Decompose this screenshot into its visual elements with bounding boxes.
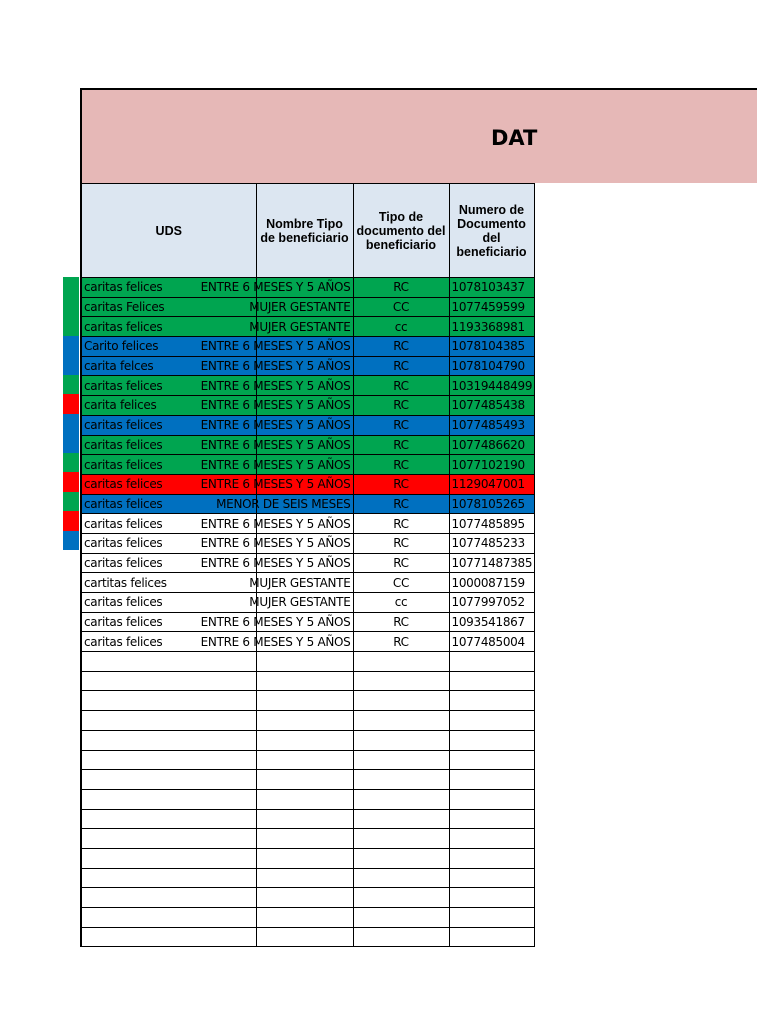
tipo-documento-cell-text: RC [393, 378, 409, 393]
tipo-beneficiario-cell[interactable] [216, 494, 353, 514]
numero-documento-cell-text: 1193368981 [451, 319, 525, 334]
empty-cell[interactable] [81, 868, 256, 888]
empty-cell[interactable] [81, 789, 256, 809]
uds-cell[interactable] [81, 573, 256, 593]
table-row [81, 573, 534, 593]
tipo-documento-cell[interactable] [353, 612, 449, 632]
empty-cell[interactable] [353, 888, 449, 908]
header-numero-documento[interactable]: Numero de Documento del beneficiario [449, 184, 534, 278]
numero-documento-cell-text: 1077997052 [451, 595, 525, 610]
tipo-documento-cell[interactable] [353, 317, 449, 337]
tipo-documento-cell-text: RC [393, 398, 409, 413]
numero-documento-cell[interactable] [449, 593, 534, 613]
empty-row [81, 750, 534, 770]
tipo-beneficiario-cell-text: ENTRE 6 MESES Y 5 AÑOS [200, 418, 351, 433]
tipo-documento-cell-text: RC [393, 496, 409, 511]
numero-documento-cell[interactable] [449, 612, 534, 632]
row-marker [63, 492, 79, 512]
tipo-documento-cell-text: RC [393, 339, 409, 354]
table-row [81, 356, 534, 376]
empty-cell[interactable] [256, 809, 353, 829]
empty-cell[interactable] [81, 671, 256, 691]
tipo-documento-cell-text: cc [394, 319, 408, 334]
empty-cell[interactable] [353, 927, 449, 947]
empty-row [81, 848, 534, 868]
empty-cell[interactable] [449, 691, 534, 711]
empty-cell[interactable] [81, 829, 256, 849]
table-row [81, 415, 534, 435]
empty-cell[interactable] [256, 888, 353, 908]
tipo-documento-cell-text: RC [393, 359, 409, 374]
tipo-beneficiario-cell[interactable] [200, 415, 353, 435]
uds-cell-text: caritas felices [84, 615, 163, 630]
numero-documento-cell[interactable] [449, 415, 534, 435]
tipo-documento-cell-text: RC [393, 634, 409, 649]
numero-documento-cell-text: 1077486620 [451, 437, 525, 452]
tipo-documento-cell-text: RC [393, 418, 409, 433]
tipo-documento-cell[interactable] [353, 435, 449, 455]
table-row [81, 337, 534, 357]
table-row [81, 317, 534, 337]
tipo-documento-cell-text: RC [393, 536, 409, 551]
tipo-beneficiario-cell[interactable] [200, 514, 353, 534]
table-row [81, 297, 534, 317]
empty-row [81, 908, 534, 928]
empty-cell[interactable] [353, 730, 449, 750]
uds-cell-text: caritas felices [84, 457, 163, 472]
numero-documento-cell[interactable] [449, 337, 534, 357]
tipo-documento-cell[interactable] [353, 455, 449, 475]
empty-row [81, 829, 534, 849]
numero-documento-cell-text: 1077459599 [451, 300, 525, 315]
empty-cell[interactable] [81, 908, 256, 928]
empty-cell[interactable] [81, 809, 256, 829]
uds-cell-text: Carito felices [84, 339, 159, 354]
tipo-documento-cell[interactable] [353, 278, 449, 298]
table-row [81, 593, 534, 613]
tipo-documento-cell[interactable] [353, 356, 449, 376]
table-row [81, 632, 534, 652]
tipo-beneficiario-cell-text: ENTRE 6 MESES Y 5 AÑOS [200, 378, 351, 393]
header-tipo-beneficiario[interactable]: Nombre Tipo de beneficiario [256, 184, 353, 278]
uds-cell-text: caritas Felices [84, 300, 165, 315]
tipo-beneficiario-cell-text: ENTRE 6 MESES Y 5 AÑOS [200, 516, 351, 531]
tipo-beneficiario-cell-text: MUJER GESTANTE [249, 575, 351, 590]
tipo-beneficiario-cell-text: ENTRE 6 MESES Y 5 AÑOS [200, 634, 351, 649]
table-row [81, 612, 534, 632]
empty-cell[interactable] [353, 711, 449, 731]
numero-documento-cell-text: 1129047001 [451, 477, 525, 492]
empty-cell[interactable] [81, 711, 256, 731]
numero-documento-cell[interactable] [449, 455, 534, 475]
header-uds[interactable]: UDS [81, 184, 256, 278]
numero-documento-cell-text: 1077485438 [451, 398, 525, 413]
banner-title: DAT [491, 126, 538, 150]
tipo-documento-cell-text: RC [393, 280, 409, 295]
table-row [81, 435, 534, 455]
tipo-beneficiario-cell-text: ENTRE 6 MESES Y 5 AÑOS [200, 536, 351, 551]
tipo-beneficiario-cell[interactable] [249, 297, 353, 317]
tipo-documento-cell[interactable] [353, 573, 449, 593]
numero-documento-cell[interactable] [449, 396, 534, 416]
empty-cell[interactable] [353, 829, 449, 849]
tipo-documento-cell[interactable] [353, 474, 449, 494]
tipo-beneficiario-cell[interactable] [200, 337, 353, 357]
numero-documento-cell-text: 1078105265 [451, 496, 525, 511]
empty-cell[interactable] [256, 691, 353, 711]
empty-cell[interactable] [81, 750, 256, 770]
empty-row [81, 927, 534, 947]
empty-cell[interactable] [449, 868, 534, 888]
tipo-beneficiario-cell-text: MUJER GESTANTE [249, 300, 351, 315]
tipo-documento-cell[interactable] [353, 533, 449, 553]
row-marker [63, 277, 79, 297]
tipo-beneficiario-cell[interactable] [200, 553, 353, 573]
tipo-beneficiario-cell-text: MUJER GESTANTE [249, 595, 351, 610]
uds-cell-text: caritas felices [84, 496, 163, 511]
tipo-documento-cell[interactable] [353, 396, 449, 416]
tipo-documento-cell-text: cc [394, 595, 408, 610]
row-marker [63, 375, 79, 395]
tipo-documento-cell[interactable] [353, 337, 449, 357]
empty-cell[interactable] [353, 908, 449, 928]
tipo-documento-cell[interactable] [353, 553, 449, 573]
table-body [81, 278, 534, 947]
tipo-beneficiario-cell[interactable] [200, 435, 353, 455]
numero-documento-cell[interactable] [449, 297, 534, 317]
table-row [81, 396, 534, 416]
row-marker [63, 336, 79, 356]
tipo-documento-cell-text: RC [393, 615, 409, 630]
tipo-documento-cell[interactable] [353, 376, 449, 396]
table-row [81, 474, 534, 494]
empty-cell[interactable] [256, 750, 353, 770]
empty-cell[interactable] [449, 711, 534, 731]
row-markers [63, 277, 79, 550]
numero-documento-cell[interactable] [449, 514, 534, 534]
empty-cell[interactable] [81, 848, 256, 868]
tipo-beneficiario-cell[interactable] [200, 632, 353, 652]
uds-cell-text: caritas felices [84, 595, 163, 610]
numero-documento-cell-text: 10319448499 [451, 378, 533, 393]
numero-documento-cell[interactable] [449, 376, 534, 396]
tipo-beneficiario-cell[interactable] [200, 474, 353, 494]
row-marker [63, 433, 79, 453]
uds-cell-text: carita felices [84, 398, 157, 413]
title-banner [80, 88, 757, 183]
uds-cell-text: caritas felices [84, 516, 163, 531]
empty-row [81, 789, 534, 809]
numero-documento-cell-text: 10771487385 [451, 555, 533, 570]
row-marker [63, 453, 79, 473]
empty-cell[interactable] [353, 770, 449, 790]
numero-documento-cell-text: 1077102190 [451, 457, 525, 472]
numero-documento-cell[interactable] [449, 356, 534, 376]
uds-cell[interactable] [81, 297, 256, 317]
table-row [81, 533, 534, 553]
tipo-beneficiario-cell[interactable] [249, 573, 353, 593]
empty-cell[interactable] [449, 927, 534, 947]
empty-cell[interactable] [449, 908, 534, 928]
empty-cell[interactable] [256, 848, 353, 868]
table-row [81, 553, 534, 573]
empty-row [81, 770, 534, 790]
empty-cell[interactable] [353, 691, 449, 711]
beneficiaries-table [80, 183, 535, 947]
header-tipo-documento[interactable]: Tipo de documento del beneficiario [353, 184, 449, 278]
numero-documento-cell-text: 1093541867 [451, 615, 525, 630]
empty-cell[interactable] [81, 652, 256, 672]
empty-cell[interactable] [256, 908, 353, 928]
table-row [81, 514, 534, 534]
tipo-beneficiario-cell[interactable] [200, 278, 353, 298]
numero-documento-cell[interactable] [449, 573, 534, 593]
uds-cell[interactable] [81, 593, 256, 613]
uds-cell[interactable] [81, 317, 256, 337]
numero-documento-cell-text: 1077485895 [451, 516, 525, 531]
tipo-documento-cell-text: CC [392, 300, 410, 315]
uds-cell-text: caritas felices [84, 437, 163, 452]
tipo-beneficiario-cell-text: ENTRE 6 MESES Y 5 AÑOS [200, 615, 351, 630]
numero-documento-cell-text: 1078104385 [451, 339, 525, 354]
empty-row [81, 711, 534, 731]
empty-cell[interactable] [256, 730, 353, 750]
table-row [81, 455, 534, 475]
uds-cell-text: caritas felices [84, 634, 163, 649]
empty-cell[interactable] [449, 671, 534, 691]
empty-cell[interactable] [449, 789, 534, 809]
uds-cell-text: caritas felices [84, 319, 163, 334]
empty-cell[interactable] [449, 770, 534, 790]
row-marker [63, 531, 79, 551]
empty-cell[interactable] [256, 770, 353, 790]
empty-cell[interactable] [449, 888, 534, 908]
tipo-beneficiario-cell-text: MENOR DE SEIS MESES [216, 496, 351, 511]
header-row [81, 184, 534, 278]
tipo-beneficiario-cell-text: ENTRE 6 MESES Y 5 AÑOS [200, 555, 351, 570]
numero-documento-cell[interactable] [449, 632, 534, 652]
empty-cell[interactable] [353, 868, 449, 888]
empty-cell[interactable] [449, 848, 534, 868]
uds-cell-text: caritas felices [84, 280, 163, 295]
tipo-documento-cell[interactable] [353, 514, 449, 534]
tipo-documento-cell-text: RC [393, 457, 409, 472]
numero-documento-cell[interactable] [449, 533, 534, 553]
uds-cell-text: caritas felices [84, 378, 163, 393]
empty-cell[interactable] [256, 868, 353, 888]
tipo-beneficiario-cell-text: ENTRE 6 MESES Y 5 AÑOS [200, 437, 351, 452]
empty-cell[interactable] [449, 829, 534, 849]
numero-documento-cell[interactable] [449, 278, 534, 298]
table-row [81, 278, 534, 298]
tipo-beneficiario-cell[interactable] [200, 455, 353, 475]
row-marker [63, 297, 79, 317]
numero-documento-cell-text: 1077485493 [451, 418, 525, 433]
empty-cell[interactable] [256, 711, 353, 731]
empty-cell[interactable] [353, 848, 449, 868]
table-row [81, 376, 534, 396]
empty-row [81, 691, 534, 711]
uds-cell-text: carita felces [84, 359, 154, 374]
numero-documento-cell[interactable] [449, 553, 534, 573]
row-marker [63, 394, 79, 414]
uds-cell-text: caritas felices [84, 418, 163, 433]
tipo-beneficiario-cell-text: ENTRE 6 MESES Y 5 AÑOS [200, 359, 351, 374]
uds-cell-text: caritas felices [84, 555, 163, 570]
uds-cell-text: cartitas felices [84, 575, 167, 590]
empty-cell[interactable] [81, 888, 256, 908]
row-marker [63, 355, 79, 375]
tipo-beneficiario-cell[interactable] [249, 317, 353, 337]
empty-cell[interactable] [353, 750, 449, 770]
empty-cell[interactable] [256, 829, 353, 849]
tipo-beneficiario-cell-text: ENTRE 6 MESES Y 5 AÑOS [200, 477, 351, 492]
tipo-beneficiario-cell-text: MUJER GESTANTE [249, 319, 351, 334]
spreadsheet-table-wrapper [80, 183, 533, 947]
empty-row [81, 868, 534, 888]
numero-documento-cell[interactable] [449, 494, 534, 514]
empty-cell[interactable] [81, 927, 256, 947]
empty-row [81, 888, 534, 908]
tipo-beneficiario-cell[interactable] [200, 612, 353, 632]
tipo-documento-cell[interactable] [353, 415, 449, 435]
empty-cell[interactable] [449, 730, 534, 750]
tipo-beneficiario-cell-text: ENTRE 6 MESES Y 5 AÑOS [200, 280, 351, 295]
row-marker [63, 511, 79, 531]
empty-cell[interactable] [353, 789, 449, 809]
uds-cell-text: caritas felices [84, 477, 163, 492]
tipo-documento-cell-text: RC [393, 437, 409, 452]
tipo-beneficiario-cell[interactable] [200, 396, 353, 416]
row-marker [63, 414, 79, 434]
empty-cell[interactable] [353, 671, 449, 691]
numero-documento-cell-text: 1077485233 [451, 536, 525, 551]
tipo-documento-cell-text: RC [393, 477, 409, 492]
empty-cell[interactable] [353, 652, 449, 672]
uds-cell-text: caritas felices [84, 536, 163, 551]
row-marker [63, 316, 79, 336]
empty-cell[interactable] [256, 671, 353, 691]
empty-cell[interactable] [81, 730, 256, 750]
numero-documento-cell[interactable] [449, 317, 534, 337]
numero-documento-cell-text: 1077485004 [451, 634, 525, 649]
empty-row [81, 652, 534, 672]
tipo-documento-cell[interactable] [353, 494, 449, 514]
numero-documento-cell-text: 1078104790 [451, 359, 525, 374]
tipo-documento-cell-text: RC [393, 555, 409, 570]
empty-cell[interactable] [449, 750, 534, 770]
empty-cell[interactable] [256, 789, 353, 809]
numero-documento-cell[interactable] [449, 474, 534, 494]
tipo-documento-cell[interactable] [353, 593, 449, 613]
tipo-beneficiario-cell-text: ENTRE 6 MESES Y 5 AÑOS [200, 398, 351, 413]
numero-documento-cell-text: 1078103437 [451, 280, 525, 295]
empty-cell[interactable] [449, 809, 534, 829]
row-marker [63, 472, 79, 492]
empty-row [81, 809, 534, 829]
empty-cell[interactable] [449, 652, 534, 672]
numero-documento-cell-text: 1000087159 [451, 575, 525, 590]
table-row [81, 494, 534, 514]
empty-row [81, 671, 534, 691]
empty-cell[interactable] [81, 770, 256, 790]
numero-documento-cell[interactable] [449, 435, 534, 455]
tipo-beneficiario-cell[interactable] [200, 356, 353, 376]
empty-cell[interactable] [256, 927, 353, 947]
tipo-documento-cell-text: CC [392, 575, 410, 590]
tipo-beneficiario-cell[interactable] [249, 593, 353, 613]
tipo-documento-cell-text: RC [393, 516, 409, 531]
tipo-beneficiario-cell-text: ENTRE 6 MESES Y 5 AÑOS [200, 457, 351, 472]
tipo-documento-cell[interactable] [353, 632, 449, 652]
tipo-beneficiario-cell-text: ENTRE 6 MESES Y 5 AÑOS [200, 339, 351, 354]
tipo-documento-cell[interactable] [353, 297, 449, 317]
empty-cell[interactable] [256, 652, 353, 672]
tipo-beneficiario-cell[interactable] [200, 533, 353, 553]
empty-cell[interactable] [353, 809, 449, 829]
tipo-beneficiario-cell[interactable] [200, 376, 353, 396]
empty-cell[interactable] [81, 691, 256, 711]
empty-row [81, 730, 534, 750]
